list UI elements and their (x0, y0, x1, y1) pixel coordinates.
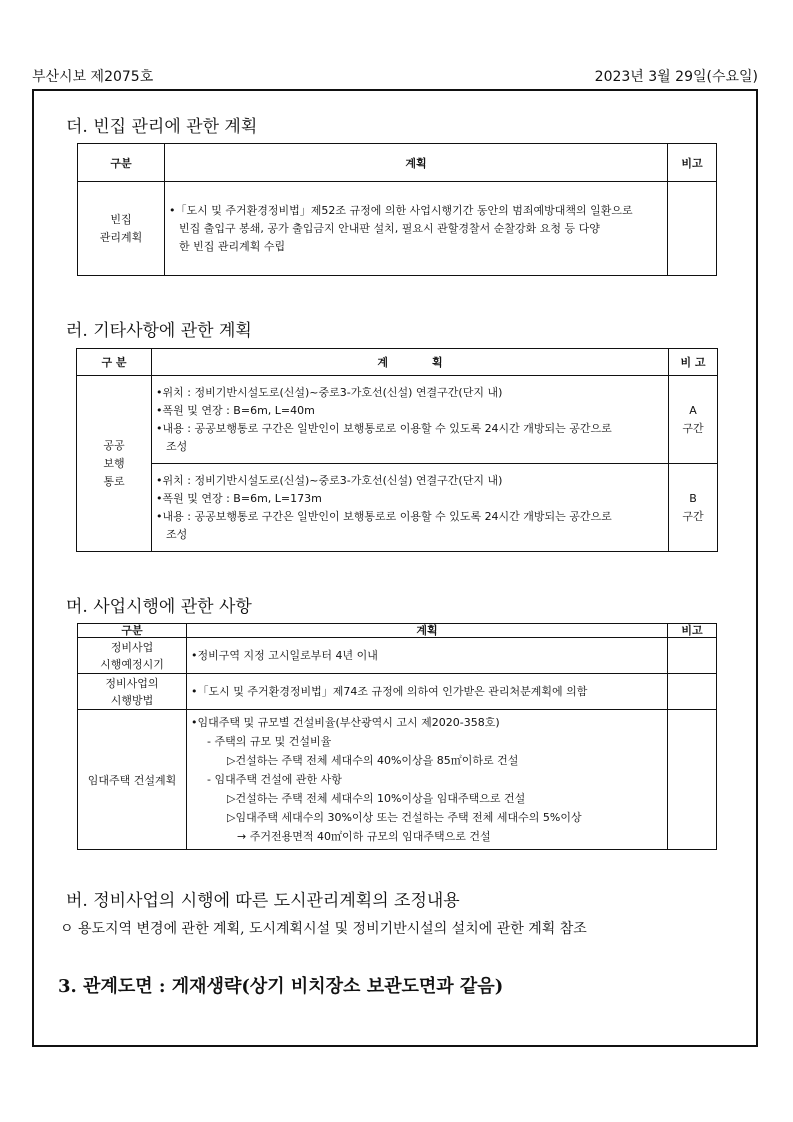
project-execution-table (77, 623, 717, 850)
plan-cell (187, 710, 668, 850)
row-label-line: 통로 (103, 474, 125, 488)
note-line: 구간 (682, 421, 704, 435)
plan-line: → 주거전용면적 40㎡이하 규모의 임대주택으로 건설 (237, 830, 491, 843)
col-header-note: 비 고 (669, 349, 718, 376)
row-label: 임대주택 건설계획 (78, 710, 187, 850)
plan-line: ▷임대주택 세대수의 30%이상 또는 건설하는 주택 전체 세대수의 5%이상 (227, 811, 582, 824)
plan-line: 조성 (166, 439, 188, 453)
header-date: 2023년 3월 29일(수요일) (594, 69, 758, 85)
note-cell-a (669, 376, 718, 464)
note-line: A (689, 403, 697, 417)
row-label-line: 빈집 (110, 212, 132, 226)
vacant-house-table (77, 143, 717, 276)
plan-cell-b (152, 464, 669, 552)
col-header-plan: 계획 (165, 144, 668, 182)
plan-cell-a (152, 376, 669, 464)
plan-line: •「도시 및 주거환경정비법」제74조 규정에 의하여 인가받은 관리처분계획에 의함 (191, 684, 588, 698)
row-label-line: 시행예정시기 (100, 657, 164, 671)
pedestrian-table (76, 348, 718, 552)
note-line: 구간 (682, 509, 704, 523)
plan-line: - 주택의 규모 및 건설비율 (207, 735, 332, 748)
section-b-title: 버. 정비사업의 시행에 따른 도시관리계획의 조정내용 (66, 891, 460, 911)
col-header-category: 구 분 (77, 349, 152, 376)
section-m-title: 머. 사업시행에 관한 사항 (66, 597, 252, 617)
plan-line: •임대주택 및 규모별 건설비율(부산광역시 고시 제2020-358호) (191, 716, 500, 729)
plan-line: 한 빈집 관리계획 수립 (179, 239, 286, 253)
row-label-line: 관리계획 (99, 230, 143, 244)
plan-cell (187, 638, 668, 674)
plan-line: - 임대주택 건설에 관한 사항 (207, 773, 342, 786)
note-cell (668, 710, 717, 850)
row-label (78, 674, 187, 710)
plan-line: •내용 : 공공보행통로 구간은 일반인이 보행통로로 이용할 수 있도록 24시간 개방되는 공간으로 (156, 421, 612, 435)
col-header-category: 구분 (78, 144, 165, 182)
col-header-note: 비고 (668, 144, 717, 182)
row-label-line: 보행 (103, 456, 125, 470)
plan-line: •정비구역 지정 고시일로부터 4년 이내 (191, 648, 378, 662)
plan-line: •「도시 및 주거환경정비법」제52조 규정에 의한 사업시행기간 동안의 범죄예방대책의 일환으로 (169, 203, 633, 217)
plan-cell (187, 674, 668, 710)
row-label (77, 376, 152, 552)
note-cell (668, 182, 717, 276)
section-r-title: 러. 기타사항에 관한 계획 (66, 321, 252, 341)
section-b-note: ㅇ 용도지역 변경에 관한 계획, 도시계획시설 및 정비기반시설의 설치에 관한 계획 참조 (60, 921, 587, 937)
plan-line: •폭원 및 연장 : B=6m, L=40m (156, 403, 315, 417)
plan-line: 빈집 출입구 봉쇄, 공가 출입금지 안내판 설치, 필요시 관할경찰서 순찰강화 요청 등 다양 (179, 221, 600, 235)
plan-line: •내용 : 공공보행통로 구간은 일반인이 보행통로로 이용할 수 있도록 24시간 개방되는 공간으로 (156, 509, 612, 523)
row-label-line: 정비사업 (110, 640, 154, 654)
note-cell (668, 674, 717, 710)
plan-cell (165, 182, 668, 276)
plan-line: •폭원 및 연장 : B=6m, L=173m (156, 491, 322, 505)
section-d-title: 더. 빈집 관리에 관한 계획 (66, 117, 258, 137)
note-cell-b (669, 464, 718, 552)
row-label-line: 정비사업의 (105, 676, 159, 690)
plan-line: •위치 : 정비기반시설도로(신설)~중로3-가호선(신설) 연결구간(단지 내) (156, 385, 503, 399)
col-header-plan: 계 획 (152, 349, 669, 376)
header-issue: 부산시보 제2075호 (32, 69, 154, 85)
row-label-line: 공공 (103, 438, 125, 452)
plan-line: 조성 (166, 527, 188, 541)
plan-line: ▷건설하는 주택 전체 세대수의 10%이상을 임대주택으로 건설 (227, 792, 526, 805)
col-header-note: 비고 (668, 624, 717, 638)
row-label (78, 638, 187, 674)
row-label (78, 182, 165, 276)
row-label-line: 시행방법 (110, 693, 154, 707)
col-header-category: 구분 (78, 624, 187, 638)
plan-line: •위치 : 정비기반시설도로(신설)~중로3-가호선(신설) 연결구간(단지 내) (156, 473, 503, 487)
note-cell (668, 638, 717, 674)
plan-line: ▷건설하는 주택 전체 세대수의 40%이상을 85㎡이하로 건설 (227, 754, 519, 767)
section-3-title: 3. 관계도면 : 게재생략(상기 비치장소 보관도면과 같음) (58, 976, 504, 997)
note-line: B (689, 491, 697, 505)
col-header-plan: 계획 (187, 624, 668, 638)
